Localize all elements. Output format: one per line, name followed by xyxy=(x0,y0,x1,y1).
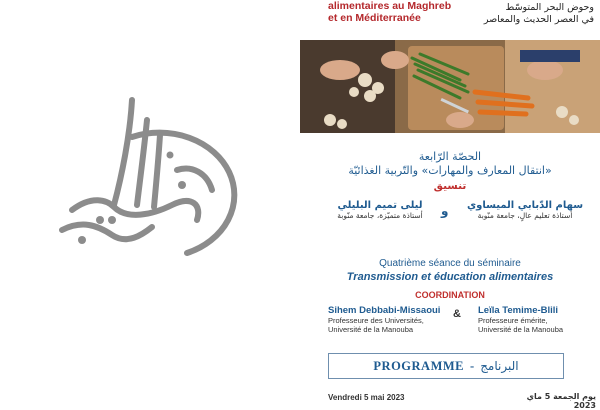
french-seminar-title: Transmission et éducation alimentaires xyxy=(346,271,554,283)
french-coordinator-2-role-line-1: Professeure émérite, xyxy=(478,316,548,325)
arabic-session-title: الحصّة الرّابعة xyxy=(418,150,482,163)
header-arabic-title xyxy=(470,2,594,26)
programme-arabic-label: البرنامج xyxy=(480,359,519,373)
french-coordinator-1 xyxy=(328,305,458,334)
french-coordinator-1-role-line-2: Université de la Manouba xyxy=(328,325,414,334)
french-coordinator-2-role-line-2: Université de la Manouba xyxy=(478,325,564,334)
header-french-title xyxy=(328,0,478,24)
cooking-photo-illustration xyxy=(300,40,600,133)
french-date: Vendredi 5 mai 2023 xyxy=(328,393,405,402)
programme-french-label: PROGRAMME xyxy=(373,358,465,373)
french-seance-label: Quatrième séance du séminaire xyxy=(379,258,521,269)
arabic-and-symbol: و xyxy=(441,204,449,218)
programme-banner xyxy=(328,353,564,379)
french-and-symbol: & xyxy=(453,308,461,320)
header-ar-line-1: وحوض البحر المتوسّط xyxy=(505,2,594,13)
calligraphy-logo-mark xyxy=(52,95,267,260)
french-coordination-label: COORDINATION xyxy=(415,290,485,300)
cooking-photo xyxy=(300,40,600,133)
arabic-coordinator-1-role: أستاذة تعليم عالٍ، جامعة منّوبة xyxy=(477,211,573,220)
arabic-coordinator-2-role: أستاذة متميّزة، جامعة منّوبة xyxy=(337,211,423,220)
arabic-coordinator-2-name: ليلى تميم البليلي xyxy=(337,200,423,211)
calligraphy-logo xyxy=(52,95,267,260)
french-coordinator-2-name: Leïla Temime-Blili xyxy=(478,305,559,316)
header-fr-line-2: et en Méditerranée xyxy=(328,12,421,24)
french-coordinator-1-role-line-1: Professeure des Universités, xyxy=(328,316,424,325)
header-ar-line-2: في العصر الحديث والمعاصر xyxy=(483,14,594,25)
arabic-coordination-label: تنسيق xyxy=(433,180,467,192)
french-coordinator-2 xyxy=(478,305,598,334)
arabic-date: يوم الجمعة 5 ماي 2023 xyxy=(526,392,596,410)
arabic-coordinator-1-name: سهام الدّبابي الميساوي xyxy=(466,200,584,211)
header-fr-line-1: alimentaires au Maghreb xyxy=(328,0,452,12)
arabic-session-block xyxy=(310,150,590,178)
arabic-coordinator-1 xyxy=(455,200,595,220)
arabic-coordinator-2 xyxy=(320,200,440,220)
arabic-session-subtitle: «انتقال المعارف والمهارات» والتّربية الغذائيّة xyxy=(348,164,552,177)
programme-separator: - xyxy=(470,358,475,373)
french-coordinator-1-name: Sihem Debbabi-Missaoui xyxy=(328,305,441,316)
